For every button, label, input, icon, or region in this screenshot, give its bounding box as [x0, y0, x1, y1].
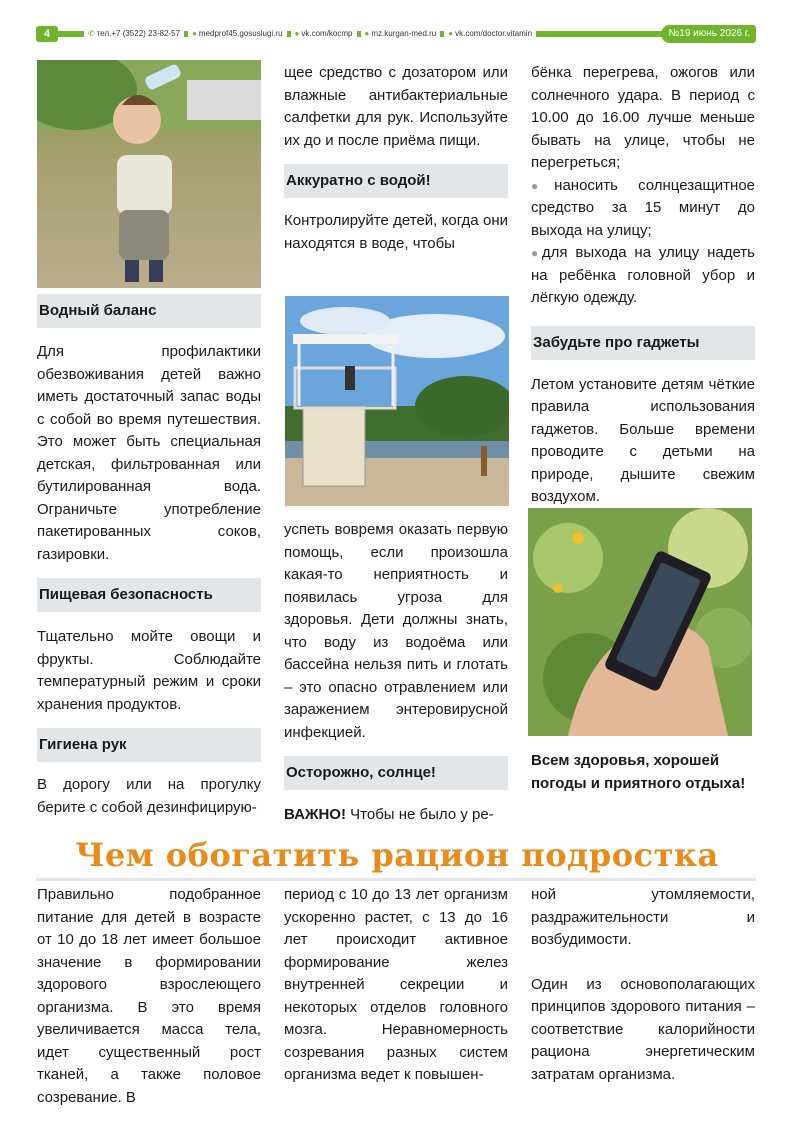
para-hand-hygiene: В дорогу или на прогулку берите с собой дезинфицирую-	[37, 776, 261, 816]
article2-para-2: период с 10 до 13 лет организм ускоренно растет, с 13 до 16 лет происходит активное формирование желез внутренней секреции и некоторых отделов головного мозга. Неравномерность созревания разных систем организма ведет к повышен-	[284, 886, 508, 1083]
para-water-balance: Для профилактики обезвоживания детей важно иметь достаточный запас воды с собой во время путешествия. Это может быть специальная детская, фильтрованная или бутилированная вода. Ограничьте употребление пакетированных соков, газировки.	[37, 343, 261, 563]
link-text: vk.com/kocmp	[301, 29, 353, 38]
column-1	[37, 294, 261, 819]
closing-wish: Всем здоровья, хорошей погоды и приятного отдыха!	[531, 752, 746, 792]
column-2-bottom	[284, 519, 508, 827]
heading-gadgets: Забудьте про гаджеты	[531, 326, 755, 360]
bullet-text-2: для выхода на улицу надеть на ребёнка головной убор и лёгкую одежду.	[531, 244, 755, 306]
link-text: medprof45.gosuslugi.ru	[198, 29, 283, 38]
article2-para-3a: ной утомляемости, раздражительности и возбудимости.	[531, 886, 755, 948]
phone-text: тел.+7 (3522) 23-82-57	[96, 29, 181, 38]
heading-hand-hygiene: Гигиена рук	[37, 728, 261, 762]
hand-phone-photo	[528, 508, 752, 736]
web-icon: ●	[364, 29, 370, 38]
heading-food-safety: Пищевая безопасность	[37, 578, 261, 612]
para-gadgets: Летом установите детям чёткие правила использования гаджетов. Больше времени проводите с детьми на природе, дышите свежим воздухом.	[531, 375, 755, 505]
header-link-2[interactable]	[291, 26, 357, 42]
column-2-top	[284, 62, 508, 255]
header-link-3[interactable]	[361, 26, 441, 42]
heading-sun-caution: Осторожно, солнце!	[284, 756, 508, 790]
para-water-care-a: Контролируйте детей, когда они находятся в воде, чтобы	[284, 212, 508, 252]
vk-icon: ●	[448, 29, 454, 38]
article2-col-2	[284, 884, 508, 1087]
link-text: mz.kurgan-med.ru	[371, 29, 437, 38]
title-underline	[36, 878, 756, 881]
bullet-text-1: наносить солнцезащитное средство за 15 минут до выхода на улицу;	[531, 176, 756, 239]
important-label: ВАЖНО!	[284, 806, 346, 823]
child-drinking-photo	[37, 60, 261, 288]
closing-block	[531, 750, 755, 795]
header-link-4[interactable]	[444, 26, 536, 42]
bullet-icon: ●	[531, 178, 555, 193]
vk-icon: ●	[294, 29, 300, 38]
article2-col-1	[37, 884, 261, 1109]
article-title: Чем обогатить рацион подростка	[75, 836, 719, 874]
link-text: vk.com/doctor.vitamin	[455, 29, 533, 38]
para-sun-start: Чтобы не было у ре-	[345, 806, 494, 823]
lifeguard-tower-photo	[285, 296, 509, 506]
phone-icon: ✆	[88, 29, 95, 38]
column-3	[531, 62, 755, 509]
header-contacts	[84, 26, 536, 42]
article2-col-3	[531, 884, 755, 1086]
para-food-safety: Тщательно мойте овощи и фрукты. Соблюдайте температурный режим и сроки хранения продуктов.	[37, 628, 261, 713]
bullet-headwear	[531, 242, 755, 310]
page-number: 4	[36, 26, 58, 42]
heading-water-balance: Водный баланс	[37, 294, 261, 328]
web-icon: ●	[192, 29, 197, 38]
header-link-1[interactable]	[188, 26, 286, 42]
article2-para-3b: Один из основополагающих принципов здорового питания – соответствие калорийности рациона энергетическим затратам организма.	[531, 975, 755, 1083]
issue-label: №19 июнь 2026 г.	[661, 25, 756, 43]
para-water-care-b: успеть вовремя оказать первую помощь, если произошла какая-то неприятность и появилась угроза для здоровья. Дети должны знать, что воду из водоёма или бассейна нельзя пить и глотать – это опасно отравлением или заражением энтеровирусной инфекцией.	[284, 521, 508, 741]
article2-para-1: Правильно подобранное питание для детей в возрасте от 10 до 18 лет имеет большое значение в формировании здорового взрослеющего организма. В это время увеличивается масса тела, идет существенный рост тканей, а также половое созревание. В	[37, 886, 261, 1106]
header-phone	[84, 26, 184, 42]
para-sun-cont: бёнка перегрева, ожогов или солнечного удара. В период с 10.00 до 16.00 лучше меньше бывать на улице, чтобы не перегреться;	[531, 64, 755, 171]
bullet-icon: ●	[531, 246, 542, 260]
bullet-sunscreen	[531, 175, 755, 243]
header-bar	[36, 26, 756, 42]
para-hands-cont: щее средство с дозатором или влажные антибактериальные салфетки для рук. Используйте их до и после приёма пищи.	[284, 64, 508, 149]
para-sun-important	[284, 804, 508, 827]
heading-water-care: Аккуратно с водой!	[284, 164, 508, 198]
